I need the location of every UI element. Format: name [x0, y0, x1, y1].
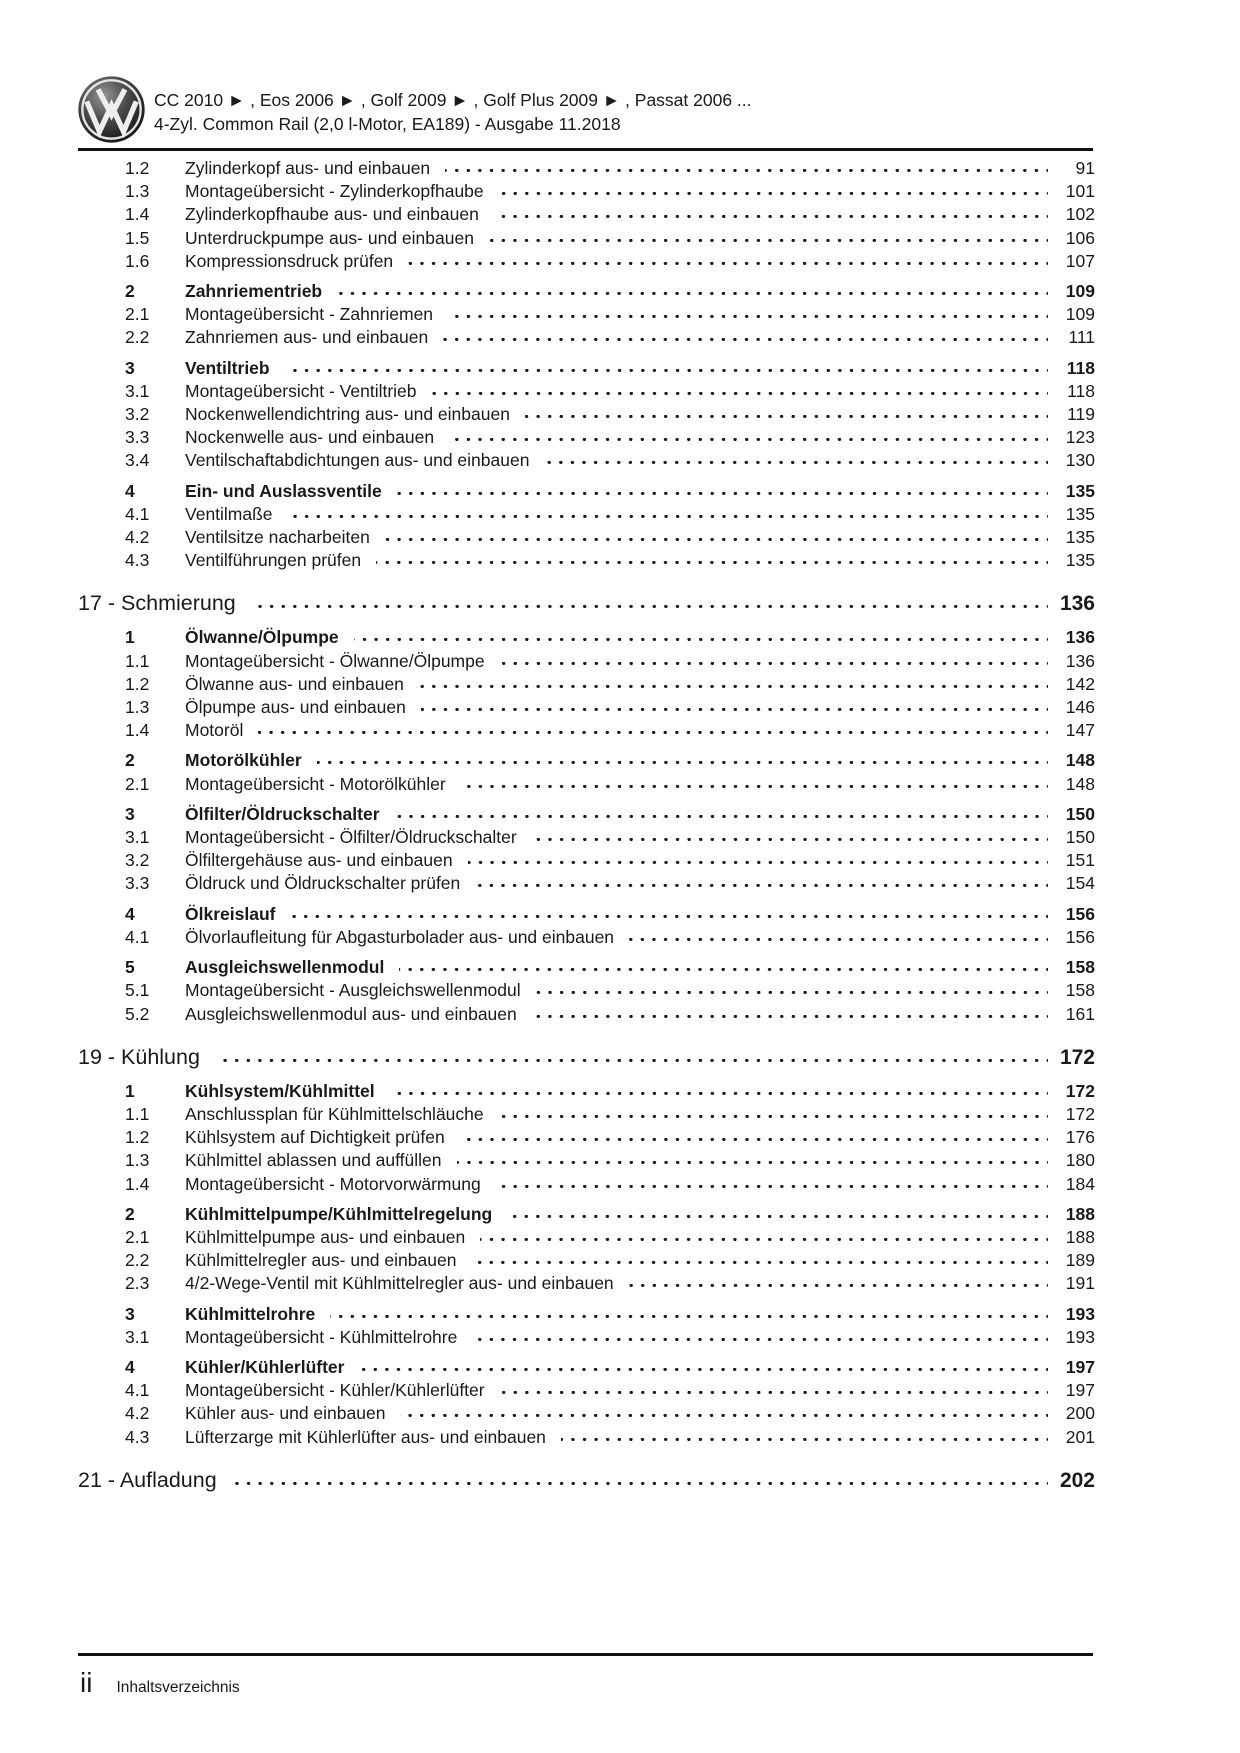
toc-entry-row[interactable] [78, 303, 1095, 326]
toc-entry-number: 1.1 [125, 1103, 150, 1124]
toc-entry-title: Ölwanne aus- und einbauen [185, 673, 404, 694]
toc-entry-number: 3.1 [125, 1326, 150, 1347]
toc-entry-title: 4/2-Wege-Ventil mit Kühlmittelregler aus- und einbauen [185, 1273, 614, 1294]
toc-chapter-row[interactable] [78, 1465, 1095, 1496]
toc-dot-leader [288, 515, 1048, 520]
toc-entry-page: 107 [1065, 250, 1095, 271]
toc-entry-number: 2.1 [125, 1226, 150, 1247]
toc-dot-leader [337, 292, 1048, 297]
toc-entry-row[interactable] [78, 250, 1095, 273]
toc-entry-number: 4 [125, 480, 135, 501]
toc-entry-title: 21 - Aufladung [78, 1467, 217, 1492]
toc-entry-title: Montageübersicht - Kühler/Kühlerlüfter [185, 1380, 485, 1401]
toc-entry-page: 135 [1065, 550, 1095, 571]
toc-entry-title: Ventilschaftabdichtungen aus- und einbauen [185, 450, 530, 471]
toc-entry-row[interactable] [78, 503, 1095, 526]
toc-dot-leader [536, 991, 1048, 996]
toc-dot-leader [395, 815, 1048, 820]
toc-entry-title: Kühlmittelpumpe/Kühlmittelregelung [185, 1203, 493, 1224]
toc-entry-page: 156 [1065, 926, 1095, 947]
toc-dot-leader [544, 461, 1048, 466]
toc-entry-row[interactable] [78, 280, 1095, 303]
toc-entry-number: 2.3 [125, 1273, 150, 1294]
toc-entry-number: 1.4 [125, 1173, 150, 1194]
toc-entry-title: Ventilführungen prüfen [185, 550, 362, 571]
toc-entry-row[interactable] [78, 626, 1095, 649]
toc-entry-number: 1.5 [125, 227, 150, 248]
toc-dot-leader [499, 1115, 1048, 1120]
toc-dot-leader [507, 1215, 1048, 1220]
toc-entry-title: Kühlmittelpumpe aus- und einbauen [185, 1226, 466, 1247]
toc-entry-title: Kühlmittelregler aus- und einbauen [185, 1250, 457, 1271]
toc-entry-number: 1.3 [125, 697, 150, 718]
toc-entry-page: 119 [1067, 404, 1095, 425]
toc-entry-row[interactable] [78, 673, 1095, 696]
toc-entry-row[interactable] [78, 956, 1095, 979]
toc-entry-row[interactable] [78, 1272, 1095, 1295]
toc-entry-page: 156 [1065, 903, 1095, 924]
toc-entry-row[interactable] [78, 1003, 1095, 1026]
toc-entry-page: 184 [1065, 1173, 1095, 1194]
toc-entry-page: 109 [1065, 304, 1095, 325]
toc-entry-page: 136 [1065, 627, 1095, 648]
toc-entry-page: 201 [1065, 1426, 1095, 1447]
toc-entry-row[interactable] [78, 203, 1095, 226]
toc-entry-row[interactable] [78, 480, 1095, 503]
toc-entry-page: 189 [1065, 1250, 1095, 1271]
toc-dot-leader [449, 438, 1048, 443]
toc-entry-number: 4.1 [125, 503, 150, 524]
page-header [78, 74, 1094, 136]
header-models-line: CC 2010 ► , Eos 2006 ► , Golf 2009 ► , Golf Plus 2009 ► , Passat 2006 ... [154, 90, 752, 110]
toc-entry-number: 1.2 [125, 673, 150, 694]
toc-entry-title: Kompressionsdruck prüfen [185, 250, 394, 271]
toc-entry-row[interactable] [78, 549, 1095, 572]
toc-dot-leader [499, 192, 1048, 197]
toc-dot-leader [285, 369, 1048, 374]
toc-entry-title: Ventilmaße [185, 503, 273, 524]
toc-entry-title: Ölfiltergehäuse aus- und einbauen [185, 850, 453, 871]
toc-entry-page: 161 [1065, 1003, 1095, 1024]
toc-dot-leader [419, 685, 1048, 690]
toc-dot-leader [400, 1414, 1048, 1419]
page-footer [80, 1666, 240, 1700]
toc-entry-page: 118 [1067, 380, 1095, 401]
toc-entry-number: 1.1 [125, 650, 150, 671]
vw-logo-icon [78, 76, 145, 143]
toc-entry-page: 148 [1065, 750, 1095, 771]
toc-entry-title: Montageübersicht - Motorvorwärmung [185, 1173, 481, 1194]
toc-dot-leader [496, 1185, 1048, 1190]
toc-dot-leader [532, 1015, 1048, 1020]
toc-entry-row[interactable] [78, 1426, 1095, 1449]
toc-entry-title: Ausgleichswellenmodul [185, 957, 385, 978]
toc-dot-leader [290, 915, 1048, 920]
toc-dot-leader [475, 884, 1048, 889]
header-rule [78, 148, 1093, 151]
toc-entry-title: Zylinderkopf aus- und einbauen [185, 158, 431, 178]
toc-entry-number: 4 [125, 1356, 135, 1377]
toc-entry-row[interactable] [78, 526, 1095, 549]
toc-entry-title: Montageübersicht - Zahnriemen [185, 304, 434, 325]
toc-entry-title: Ölwanne/Ölpumpe [185, 627, 339, 648]
toc-entry-number: 1 [125, 627, 135, 648]
toc-entry-row[interactable] [78, 1226, 1095, 1249]
toc-entry-number: 3.4 [125, 450, 150, 471]
toc-entry-row[interactable] [78, 1402, 1095, 1425]
toc-entry-page: 135 [1065, 527, 1095, 548]
toc-dot-leader [445, 169, 1048, 174]
toc-entry-page: 91 [1075, 158, 1095, 178]
header-subtitle-line: 4-Zyl. Common Rail (2,0 l-Motor, EA189) - Ausgabe 11.2018 [154, 114, 621, 134]
toc-entry-page: 111 [1068, 327, 1095, 348]
toc-entry-title: Montageübersicht - Ausgleichswellenmodul [185, 980, 521, 1001]
toc-dot-leader [354, 638, 1048, 643]
toc-dot-leader [385, 538, 1048, 543]
toc-entry-number: 1.4 [125, 204, 150, 225]
toc-entry-title: Ausgleichswellenmodul aus- und einbauen [185, 1003, 517, 1024]
toc-entry-number: 3.3 [125, 873, 150, 894]
toc-entry-number: 1.2 [125, 158, 150, 178]
toc-entry-page: 176 [1065, 1127, 1095, 1148]
toc-dot-leader [359, 1368, 1048, 1373]
toc-entry-row[interactable] [78, 696, 1095, 719]
toc-entry-number: 2.1 [125, 304, 150, 325]
toc-entry-title: Kühler aus- und einbauen [185, 1403, 386, 1424]
toc-entry-title: Lüfterzarge mit Kühlerlüfter aus- und einbauen [185, 1426, 546, 1447]
toc-dot-leader [471, 1261, 1048, 1266]
toc-entry-page: 130 [1065, 450, 1095, 471]
toc-entry-title: Ventilsitze nacharbeiten [185, 527, 370, 548]
toc-dot-leader [397, 492, 1048, 497]
toc-entry-row[interactable] [78, 1203, 1095, 1226]
toc-dot-leader [376, 561, 1048, 566]
toc-entry-title: Unterdruckpumpe aus- und einbauen [185, 227, 474, 248]
toc-entry-title: Kühler/Kühlerlüfter [185, 1356, 345, 1377]
toc-entry-row[interactable] [78, 1149, 1095, 1172]
toc-entry-row[interactable] [78, 180, 1095, 203]
toc-entry-row[interactable] [78, 979, 1095, 1002]
toc-entry-number: 3.2 [125, 404, 150, 425]
toc-entry-number: 3.3 [125, 427, 150, 448]
toc-entry-row[interactable] [78, 380, 1095, 403]
toc-dot-leader [629, 938, 1048, 943]
toc-dot-leader [317, 761, 1048, 766]
footer-rule [78, 1653, 1093, 1656]
toc-entry-row[interactable] [78, 1103, 1095, 1126]
toc-dot-leader [468, 861, 1048, 866]
toc-entry-number: 3 [125, 803, 135, 824]
toc-entry-title: Kühlsystem auf Dichtigkeit prüfen [185, 1127, 445, 1148]
toc-dot-leader [480, 1238, 1048, 1243]
toc-entry-page: 172 [1059, 1045, 1095, 1069]
toc-entry-row[interactable] [78, 749, 1095, 772]
toc-dot-leader [432, 392, 1048, 397]
toc-entry-page: 148 [1065, 773, 1095, 794]
toc-entry-page: 150 [1065, 803, 1095, 824]
toc-entry-number: 2.2 [125, 327, 150, 348]
toc-entry-number: 4.3 [125, 550, 150, 571]
toc-entry-number: 1.6 [125, 250, 150, 271]
toc-entry-page: 135 [1065, 480, 1095, 501]
toc-entry-page: 106 [1065, 227, 1095, 248]
toc-dot-leader [235, 1482, 1048, 1487]
toc-entry-row[interactable] [78, 872, 1095, 895]
toc-entry-page: 200 [1065, 1403, 1095, 1424]
toc-entry-title: Nockenwelle aus- und einbauen [185, 427, 435, 448]
toc-dot-leader [532, 838, 1048, 843]
toc-entry-title: Motoröl [185, 720, 244, 741]
toc-entry-page: 193 [1065, 1303, 1095, 1324]
toc-entry-number: 5.1 [125, 980, 150, 1001]
toc-entry-row[interactable] [78, 803, 1095, 826]
toc-entry-number: 3 [125, 1303, 135, 1324]
footer-section-label: Inhaltsverzeichnis [116, 1679, 240, 1696]
toc-entry-title: Zahnriementrieb [185, 281, 323, 302]
toc-entry-title: Ölvorlaufleitung für Abgasturbolader aus- und einbauen [185, 926, 615, 947]
toc-entry-page: 101 [1065, 181, 1095, 202]
toc-entry-page: 146 [1065, 697, 1095, 718]
toc-entry-page: 172 [1065, 1080, 1095, 1101]
toc-entry-number: 1 [125, 1080, 135, 1101]
toc-entry-page: 151 [1065, 850, 1095, 871]
toc-entry-row[interactable] [78, 1080, 1095, 1103]
toc-entry-row[interactable] [78, 426, 1095, 449]
toc-entry-title: Ölfilter/Öldruckschalter [185, 803, 380, 824]
toc-entry-title: Zylinderkopfhaube aus- und einbauen [185, 204, 479, 225]
toc-entry-title: Ventiltrieb [185, 357, 270, 378]
toc-entry-page: 158 [1065, 980, 1095, 1001]
toc-entry-title: Ein- und Auslassventile [185, 480, 382, 501]
toc-entry-page: 188 [1065, 1203, 1095, 1224]
toc-chapter-row[interactable] [78, 1042, 1095, 1073]
toc-dot-leader [561, 1438, 1048, 1443]
toc-entry-page: 188 [1065, 1226, 1095, 1247]
toc-list [78, 157, 1095, 1499]
toc-entry-row[interactable] [78, 849, 1095, 872]
toc-entry-page: 158 [1065, 957, 1095, 978]
toc-dot-leader [629, 1284, 1048, 1289]
toc-dot-leader [460, 1138, 1048, 1143]
toc-entry-page: 193 [1065, 1326, 1095, 1347]
toc-dot-leader [500, 662, 1048, 667]
toc-entry-row[interactable] [78, 719, 1095, 742]
toc-dot-leader [218, 1059, 1048, 1064]
toc-dot-leader [457, 1161, 1048, 1166]
toc-entry-page: 135 [1065, 503, 1095, 524]
toc-entry-row[interactable] [78, 1379, 1095, 1402]
toc-entry-title: Kühlmittelrohre [185, 1303, 316, 1324]
toc-entry-row[interactable] [78, 826, 1095, 849]
toc-dot-leader [254, 605, 1048, 610]
toc-entry-row[interactable] [78, 926, 1095, 949]
toc-entry-row[interactable] [78, 227, 1095, 250]
toc-entry-page: 191 [1065, 1273, 1095, 1294]
toc-entry-number: 4 [125, 903, 135, 924]
toc-dot-leader [525, 415, 1048, 420]
toc-entry-row[interactable] [78, 773, 1095, 796]
toc-entry-number: 1.2 [125, 1127, 150, 1148]
toc-entry-title: Montageübersicht - Ventiltrieb [185, 380, 417, 401]
toc-entry-title: Montageübersicht - Ölfilter/Öldruckschalter [185, 827, 517, 848]
toc-entry-number: 2.2 [125, 1250, 150, 1271]
toc-entry-row[interactable] [78, 357, 1095, 380]
toc-entry-number: 4.2 [125, 527, 150, 548]
toc-entry-page: 136 [1065, 650, 1095, 671]
toc-entry-row[interactable] [78, 1249, 1095, 1272]
toc-entry-row[interactable] [78, 1326, 1095, 1349]
toc-entry-row[interactable] [78, 1303, 1095, 1326]
toc-dot-leader [390, 1092, 1048, 1097]
toc-entry-title: 17 - Schmierung [78, 591, 236, 616]
toc-entry-row[interactable] [78, 157, 1095, 180]
toc-entry-title: Ölkreislauf [185, 903, 276, 924]
toc-entry-row[interactable] [78, 903, 1095, 926]
toc-entry-page: 142 [1065, 673, 1095, 694]
toc-entry-row[interactable] [78, 449, 1095, 472]
toc-dot-leader [489, 239, 1048, 244]
toc-entry-title: Montageübersicht - Zylinderkopfhaube [185, 181, 484, 202]
toc-entry-title: Montageübersicht - Kühlmittelrohre [185, 1326, 458, 1347]
toc-entry-page: 136 [1059, 592, 1095, 616]
toc-entry-page: 118 [1066, 357, 1095, 378]
toc-entry-title: Öldruck und Öldruckschalter prüfen [185, 873, 461, 894]
toc-dot-leader [500, 1391, 1048, 1396]
toc-entry-number: 5.2 [125, 1003, 150, 1024]
toc-entry-number: 2 [125, 281, 135, 302]
toc-entry-number: 2.1 [125, 773, 150, 794]
toc-entry-page: 180 [1065, 1150, 1095, 1171]
toc-entry-page: 172 [1065, 1103, 1095, 1124]
toc-entry-row[interactable] [78, 1356, 1095, 1379]
toc-dot-leader [399, 968, 1048, 973]
toc-entry-number: 1.4 [125, 720, 150, 741]
toc-entry-number: 4.2 [125, 1403, 150, 1424]
toc-entry-title: 19 - Kühlung [78, 1044, 200, 1069]
toc-entry-title: Nockenwellendichtring aus- und einbauen [185, 404, 510, 425]
toc-entry-title: Zahnriemen aus- und einbauen [185, 327, 429, 348]
toc-entry-title: Kühlmittel ablassen und auffüllen [185, 1150, 442, 1171]
toc-entry-page: 202 [1059, 1468, 1095, 1492]
toc-entry-number: 4.1 [125, 1380, 150, 1401]
toc-entry-row[interactable] [78, 1126, 1095, 1149]
toc-entry-number: 1.3 [125, 1150, 150, 1171]
toc-entry-page: 197 [1065, 1356, 1095, 1377]
toc-entry-number: 1.3 [125, 181, 150, 202]
toc-entry-page: 109 [1065, 281, 1095, 302]
toc-chapter-row[interactable] [78, 588, 1095, 619]
footer-page-number: ii [80, 1667, 93, 1698]
toc-entry-number: 3.1 [125, 827, 150, 848]
toc-entry-title: Motorölkühler [185, 750, 302, 771]
toc-entry-number: 5 [125, 957, 135, 978]
toc-dot-leader [421, 708, 1048, 713]
toc-entry-page: 123 [1065, 427, 1095, 448]
toc-dot-leader [408, 262, 1048, 267]
toc-entry-title: Montageübersicht - Motorölkühler [185, 773, 446, 794]
toc-entry-row[interactable] [78, 403, 1095, 426]
toc-dot-leader [448, 315, 1048, 320]
toc-entry-page: 147 [1065, 720, 1095, 741]
toc-dot-leader [461, 785, 1048, 790]
toc-entry-number: 2 [125, 750, 135, 771]
toc-dot-leader [494, 215, 1048, 220]
toc-dot-leader [258, 731, 1048, 736]
toc-entry-page: 197 [1065, 1380, 1095, 1401]
toc-entry-row[interactable] [78, 650, 1095, 673]
toc-entry-number: 3.2 [125, 850, 150, 871]
toc-dot-leader [443, 338, 1048, 343]
toc-entry-page: 154 [1065, 873, 1095, 894]
toc-entry-row[interactable] [78, 1173, 1095, 1196]
toc-dot-leader [330, 1315, 1048, 1320]
toc-entry-number: 4.3 [125, 1426, 150, 1447]
toc-entry-number: 2 [125, 1203, 135, 1224]
toc-entry-title: Montageübersicht - Ölwanne/Ölpumpe [185, 650, 485, 671]
toc-entry-title: Kühlsystem/Kühlmittel [185, 1080, 375, 1101]
toc-entry-page: 150 [1065, 827, 1095, 848]
toc-entry-row[interactable] [78, 326, 1095, 349]
toc-dot-leader [472, 1338, 1048, 1343]
toc-entry-number: 3 [125, 357, 135, 378]
toc-entry-number: 3.1 [125, 380, 150, 401]
toc-entry-page: 102 [1065, 204, 1095, 225]
toc-entry-title: Anschlussplan für Kühlmittelschläuche [185, 1103, 484, 1124]
toc-entry-title: Ölpumpe aus- und einbauen [185, 697, 406, 718]
toc-entry-number: 4.1 [125, 926, 150, 947]
